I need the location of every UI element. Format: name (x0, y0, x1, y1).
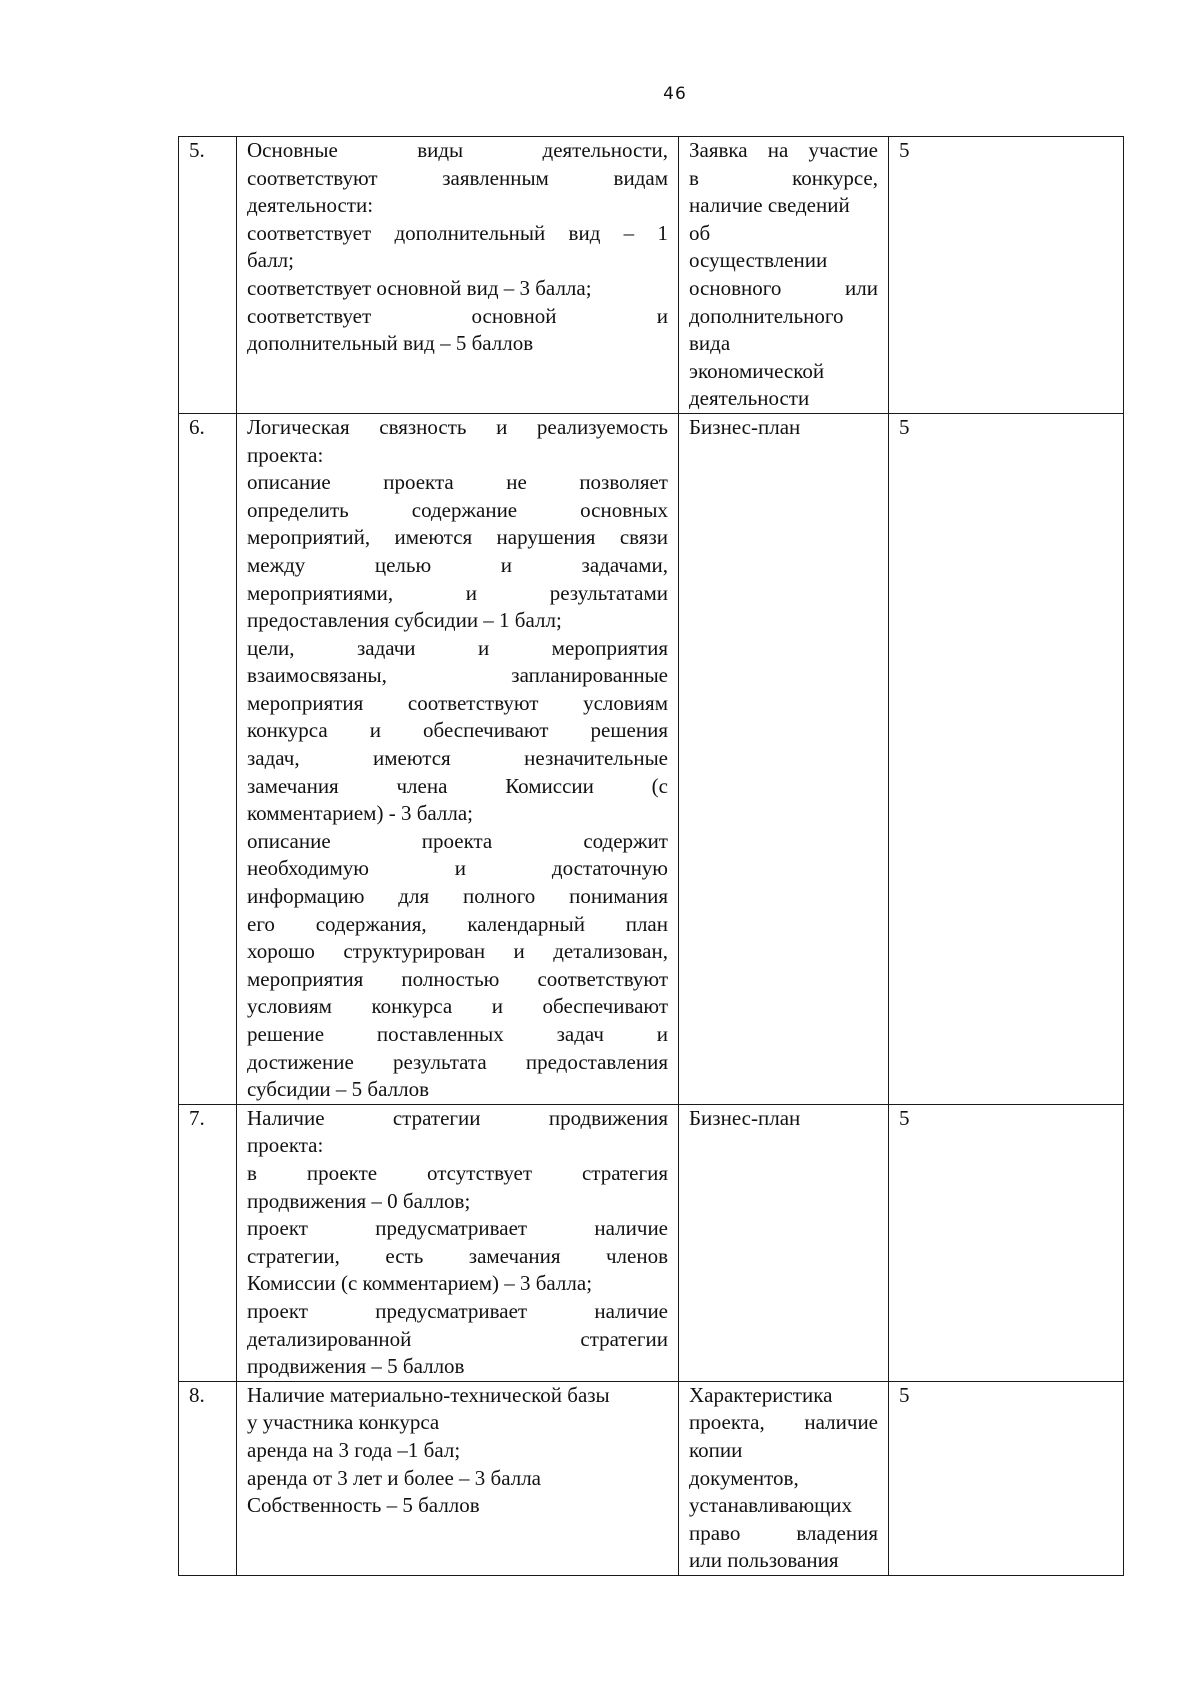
criteria-table-body (179, 137, 1124, 1576)
text-line: Бизнес-план (689, 414, 801, 439)
text-line: проект предусматривает наличие (247, 1216, 668, 1241)
text-line: задач, имеются незначительные (247, 746, 668, 771)
text-line: взаимосвязаны, запланированные (247, 663, 668, 688)
text-line: Основные виды деятельности, (247, 138, 668, 162)
text-line: конкурса и обеспечивают решения (247, 718, 668, 743)
text-line: между целью и задачами, (247, 552, 668, 577)
max-score: 5 (889, 137, 1124, 414)
text-line: детализированной стратегии (247, 1326, 668, 1351)
text-line: определить содержание основных (247, 497, 668, 522)
supporting-document (679, 1381, 889, 1575)
text-line: субсидии – 5 баллов (247, 1077, 429, 1102)
text-line: цели, задачи и мероприятия (247, 635, 668, 660)
text-line: или пользования (689, 1548, 839, 1573)
table-row (179, 137, 1124, 414)
text-line: предоставления субсидии – 1 балл; (247, 608, 562, 633)
text-line: описание проекта не позволяет (247, 470, 668, 495)
text-line: осуществлении (689, 248, 828, 273)
text-line: Логическая связность и реализуемость (247, 414, 668, 439)
criterion-description (237, 137, 679, 414)
text-line: деятельности (689, 386, 810, 411)
text-line: балл; (247, 248, 294, 273)
text-line: в проекте отсутствует стратегия (247, 1160, 668, 1185)
text-line: достижение результата предоставления (247, 1049, 668, 1074)
text-line: проекта: (247, 1133, 324, 1158)
text-line: его содержания, календарный план (247, 911, 668, 936)
text-line: право владения (689, 1520, 878, 1545)
max-score: 5 (889, 413, 1124, 1104)
text-line: мероприятия соответствуют условиям (247, 690, 668, 715)
text-line: аренда на 3 года –1 бал; (247, 1437, 461, 1462)
criterion-description (237, 413, 679, 1104)
max-score: 5 (889, 1381, 1124, 1575)
text-line: соответствует дополнительный вид – 1 (247, 220, 668, 245)
row-number: 8. (179, 1381, 237, 1575)
text-line: вида (689, 331, 731, 356)
text-line: мероприятий, имеются нарушения связи (247, 525, 668, 550)
text-line: информацию для полного понимания (247, 884, 668, 909)
text-line: Наличие стратегии продвижения (247, 1105, 668, 1130)
text-line: документов, (689, 1465, 799, 1490)
text-line: проект предусматривает наличие (247, 1298, 668, 1323)
criteria-table (178, 136, 1124, 1576)
supporting-document (679, 413, 889, 1104)
text-line: комментарием) - 3 балла; (247, 801, 474, 826)
table-row (179, 413, 1124, 1104)
text-line: соответствуют заявленным видам (247, 165, 668, 190)
text-line: замечания члена Комиссии (с (247, 773, 668, 798)
table-row (179, 1104, 1124, 1381)
text-line: Комиссии (с комментарием) – 3 балла; (247, 1271, 593, 1296)
row-number: 7. (179, 1104, 237, 1381)
max-score: 5 (889, 1104, 1124, 1381)
text-line: соответствует основной вид – 3 балла; (247, 275, 592, 300)
text-line: Заявка на участие (689, 138, 878, 162)
text-line: продвижения – 0 баллов; (247, 1188, 471, 1213)
criterion-description (237, 1381, 679, 1575)
text-line: Собственность – 5 баллов (247, 1493, 480, 1518)
table-row (179, 1381, 1124, 1575)
text-line: описание проекта содержит (247, 828, 668, 853)
text-line: об (689, 220, 711, 245)
supporting-document (679, 1104, 889, 1381)
text-line: Бизнес-план (689, 1105, 801, 1130)
text-line: условиям конкурса и обеспечивают (247, 994, 668, 1019)
text-line: стратегии, есть замечания членов (247, 1243, 668, 1268)
text-line: Наличие материально-технической базы (247, 1382, 610, 1407)
supporting-document (679, 137, 889, 414)
row-number: 5. (179, 137, 237, 414)
text-line: проекта: (247, 442, 324, 467)
text-line: деятельности: (247, 193, 374, 218)
row-number: 6. (179, 413, 237, 1104)
text-line: хорошо структурирован и детализован, (247, 939, 668, 964)
text-line: устанавливающих (689, 1493, 853, 1518)
text-line: у участника конкурса (247, 1410, 440, 1435)
text-line: соответствует основной и (247, 303, 668, 328)
text-line: наличие сведений (689, 193, 850, 218)
text-line: дополнительного (689, 303, 844, 328)
text-line: мероприятиями, и результатами (247, 580, 668, 605)
text-line: необходимую и достаточную (247, 856, 668, 881)
text-line: экономической (689, 358, 825, 383)
text-line: дополнительный вид – 5 баллов (247, 331, 534, 356)
text-line: основного или (689, 275, 878, 300)
text-line: Характеристика (689, 1382, 833, 1407)
text-line: продвижения – 5 баллов (247, 1354, 465, 1379)
text-line: в конкурсе, (689, 165, 878, 190)
text-line: мероприятия полностью соответствуют (247, 966, 668, 991)
page-number: 46 (663, 84, 687, 104)
text-line: копии (689, 1437, 743, 1462)
text-line: решение поставленных задач и (247, 1022, 668, 1046)
criterion-description (237, 1104, 679, 1381)
text-line: проекта, наличие (689, 1410, 878, 1435)
text-line: аренда от 3 лет и более – 3 балла (247, 1465, 541, 1490)
